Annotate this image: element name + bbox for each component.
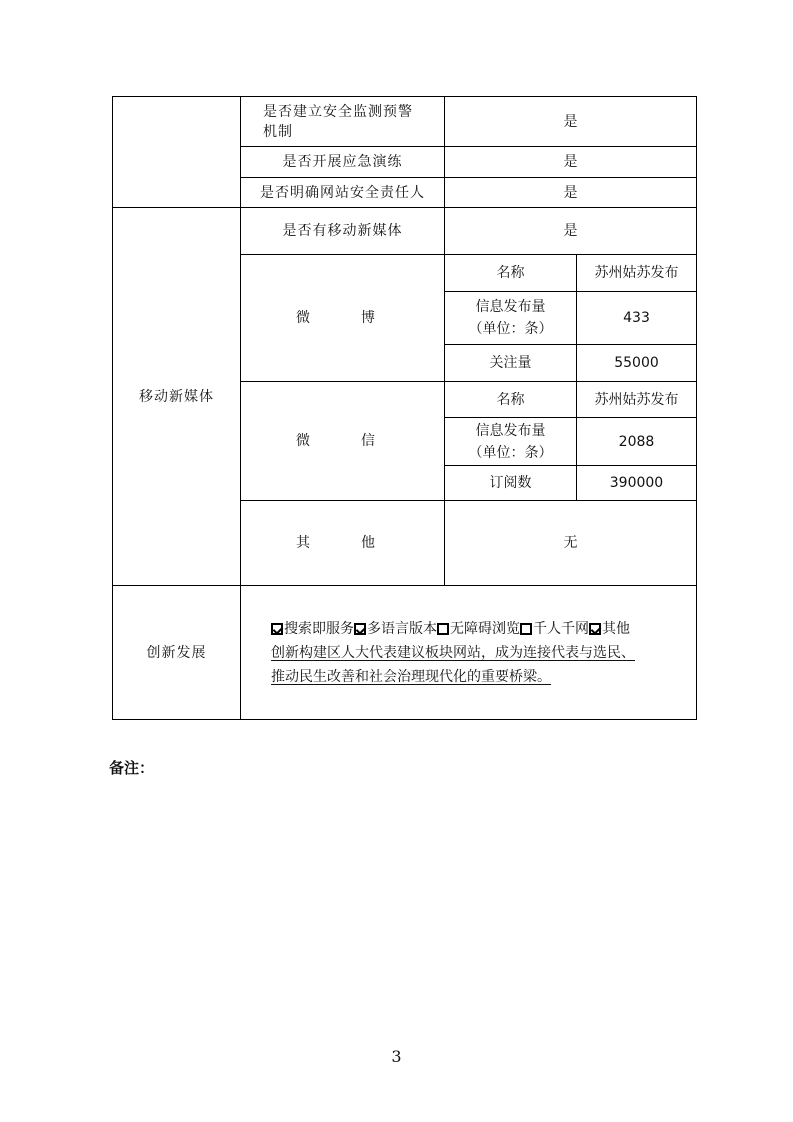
monitoring-label-text: 是否建立安全监测预警机制 <box>263 103 413 140</box>
report-table <box>112 96 697 720</box>
security-section-cell <box>113 97 241 208</box>
weibo-label: 微 博 <box>241 255 445 382</box>
table-row <box>113 97 697 147</box>
innovation-options <box>271 617 688 641</box>
checkbox-other[interactable] <box>589 623 601 635</box>
innovation-content <box>241 586 697 720</box>
wechat-label: 微 信 <box>241 382 445 501</box>
weibo-name-value: 苏州姑苏发布 <box>577 255 697 292</box>
wechat-posts-label-text: 信息发布量（单位：条） <box>468 422 553 461</box>
wechat-posts-value: 2088 <box>577 418 697 466</box>
weibo-posts-label-text: 信息发布量（单位：条） <box>468 299 553 337</box>
mobile-section-label: 移动新媒体 <box>113 208 241 586</box>
weibo-name-label: 名称 <box>445 255 577 292</box>
owner-label: 是否明确网站安全责任人 <box>241 178 445 208</box>
option-search-service: 搜索即服务 <box>284 620 354 637</box>
wechat-subscribers-value: 390000 <box>577 466 697 501</box>
weibo-posts-value: 433 <box>577 292 697 345</box>
option-accessibility: 无障碍浏览 <box>450 620 520 637</box>
table-row <box>113 586 697 720</box>
other-value: 无 <box>445 501 697 586</box>
checkbox-personalized[interactable] <box>520 623 532 635</box>
wechat-name-value: 苏州姑苏发布 <box>577 382 697 418</box>
remarks-label: 备注： <box>109 759 155 777</box>
checkbox-multilingual[interactable] <box>354 623 366 635</box>
drill-value: 是 <box>445 147 697 178</box>
weibo-posts-label <box>445 292 577 345</box>
monitoring-label <box>241 97 445 147</box>
checkbox-accessibility[interactable] <box>437 623 449 635</box>
weibo-followers-label: 关注量 <box>445 345 577 382</box>
option-personalized: 千人千网 <box>533 620 589 637</box>
innovation-other-line-1: 创新构建区人大代表建议板块网站，成为连接代表与选民、 <box>271 644 635 661</box>
weibo-followers-value: 55000 <box>577 345 697 382</box>
wechat-subscribers-label: 订阅数 <box>445 466 577 501</box>
has-mobile-value: 是 <box>445 208 697 255</box>
has-mobile-label: 是否有移动新媒体 <box>241 208 445 255</box>
table-row <box>113 208 697 255</box>
checkbox-search-service[interactable] <box>271 623 283 635</box>
option-other: 其他 <box>602 620 630 637</box>
wechat-name-label: 名称 <box>445 382 577 418</box>
drill-label: 是否开展应急演练 <box>241 147 445 178</box>
page-number: 3 <box>391 1047 402 1066</box>
option-multilingual: 多语言版本 <box>367 620 437 637</box>
innovation-section-label: 创新发展 <box>113 586 241 720</box>
wechat-posts-label <box>445 418 577 466</box>
other-label: 其 他 <box>241 501 445 586</box>
innovation-other-line-2: 推动民生改善和社会治理现代化的重要桥梁。 <box>271 668 551 685</box>
owner-value: 是 <box>445 178 697 208</box>
monitoring-value: 是 <box>445 97 697 147</box>
